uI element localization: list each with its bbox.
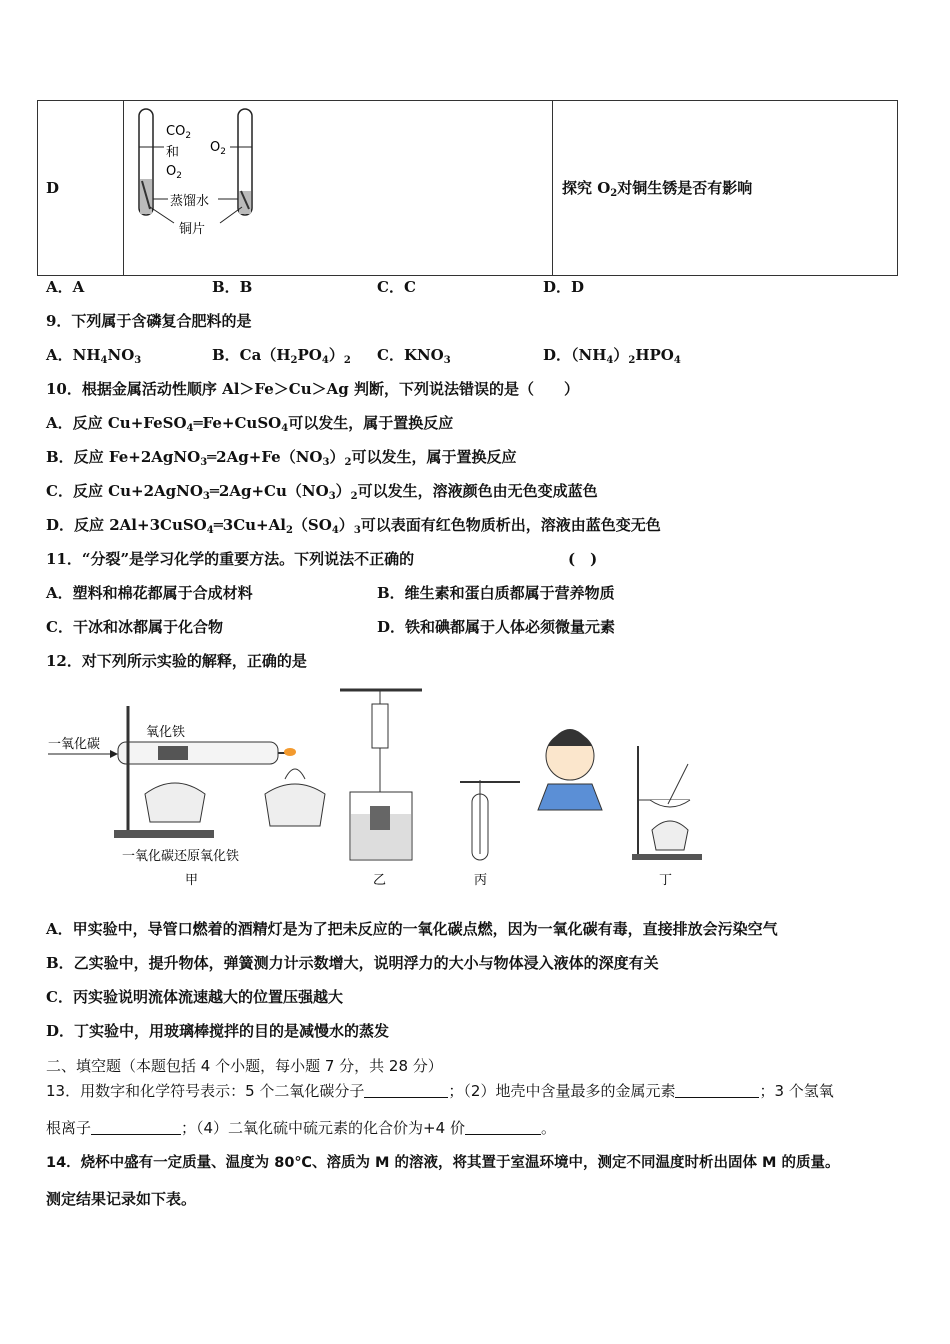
label-iron-oxide: 氧化铁 [146,725,186,740]
q13-blank-4[interactable] [465,1120,541,1135]
label-distilled-water: 蒸馏水 [170,194,210,209]
label-bing: 丙 [474,873,488,888]
q12-option-a[interactable]: A．甲实验中，导管口燃着的酒精灯是为了把未反应的一氧化碳点燃，因为一氧化碳有毒，直接排放会污染空气 [46,920,778,938]
label-ding: 丁 [659,873,673,888]
q10-option-a[interactable]: A．反应 Cu+FeSO$_4$═Fe+CuSO$_4$可以发生，属于置换反应 [46,414,454,434]
q12-option-c[interactable]: C．丙实验说明流体流速越大的位置压强越大 [46,988,343,1006]
q10-option-c[interactable]: C．反应 $Cu+2AgNO_3═2Ag+Cu(NO_3)_2$可以发生，溶液颜色由无色变成蓝色 [46,482,598,502]
q8-option-c[interactable]: C．C [377,278,416,296]
q13-blank-1[interactable] [364,1083,448,1098]
label-yi: 乙 [373,873,387,888]
q12-option-b[interactable]: B．乙实验中，提升物体，弹簧测力计示数增大，说明浮力的大小与物体浸入液体的深度有关 [46,954,659,972]
copper-rust-diagram [124,101,552,271]
q10-option-d[interactable]: D．反应 $2Al+3CuSO_4═3Cu+Al_2(SO_4)_3$可以表面有红色物质析出，溶液由蓝色变无色 [46,516,661,536]
question-table [37,100,898,276]
q10-option-b[interactable]: B．反应 $Fe+2AgNO_3═2Ag+Fe(NO_3)_2$可以发生，属于置换反应 [46,448,517,468]
q9-option-d[interactable]: D．$(NH_4)_2HPO_4$ [543,346,681,366]
q8-option-d[interactable]: D．D [543,278,585,296]
q9-option-b[interactable]: B．$Ca(H_2PO_4)_2$ [212,346,351,366]
table-cell-diagram [124,101,553,276]
q9-stem: 9．下列属于含磷复合肥料的是 [46,312,252,330]
q9-option-c[interactable]: C．$KNO_3$ [377,346,451,366]
q12-option-d[interactable]: D．丁实验中，用玻璃棒搅拌的目的是减慢水的蒸发 [46,1022,390,1040]
experiment-purpose: 探究 $O_2$对铜生锈是否有影响 [562,179,753,199]
q13-line2: 根离子 ；（4）二氧化硫中硫元素的化合价为+4 价 。 [46,1119,556,1137]
q13-blank-2[interactable] [675,1083,759,1098]
q11-option-a[interactable]: A．塑料和棉花都属于合成材料 [46,584,253,602]
q12-stem: 12．对下列所示实验的解释，正确的是 [46,652,307,670]
q14-line2: 测定结果记录如下表。 [46,1190,197,1208]
table-row-label: D [46,179,60,197]
experiment-bing [460,729,602,888]
q8-option-b[interactable]: B．B [212,278,253,296]
q14-line1: 14．烧杯中盛有一定质量、温度为 80℃、溶质为 M 的溶液，将其置于室温环境中，测定不同温度时析出固体 M 的质量。 [46,1155,840,1171]
left-test-tube [139,109,153,215]
experiment-ding [632,746,702,888]
label-o2-right: $O_2$ [210,140,226,157]
q11-option-d[interactable]: D．铁和碘都属于人体必须微量元素 [377,618,616,636]
section-title: 二、填空题（本题包括 4 个小题，每小题 7 分，共 28 分） [46,1057,443,1075]
q11-answer-paren: ( ) [568,550,598,568]
q11-option-c[interactable]: C．干冰和冰都属于化合物 [46,618,223,636]
q8-option-a[interactable]: A．A [46,278,85,296]
table-cell-label [38,101,124,276]
q9-option-a[interactable]: A．$NH_4NO_3$ [46,346,142,366]
right-test-tube [238,109,252,215]
table-cell-purpose [553,101,898,276]
experiment-jia [48,706,325,888]
label-co: 一氧化碳 [48,737,101,752]
q12-experiment-figure [40,684,720,894]
q11-stem: 11．“分裂”是学习化学的重要方法。下列说法不正确的 [46,550,415,568]
q13-blank-3[interactable] [91,1120,181,1135]
label-jia: 甲 [185,873,199,888]
experiment-yi [340,690,422,888]
label-co2: $CO_2$ [166,124,192,141]
label-o2-left: $O_2$ [166,164,182,181]
q13-line1: 13．用数字和化学符号表示：5 个二氧化碳分子 ；（2）地壳中含量最多的金属元素 ；3 个氢氧 [46,1082,834,1100]
label-copper-sheet: 铜片 [179,222,206,237]
q10-stem: 10．根据金属活动性顺序 Al＞Fe＞Cu＞Ag 判断，下列说法错误的是（ ） [46,380,580,398]
label-and: 和 [166,145,180,160]
q11-option-b[interactable]: B．维生素和蛋白质都属于营养物质 [377,584,615,602]
label-caption-jia: 一氧化碳还原氧化铁 [122,849,240,864]
